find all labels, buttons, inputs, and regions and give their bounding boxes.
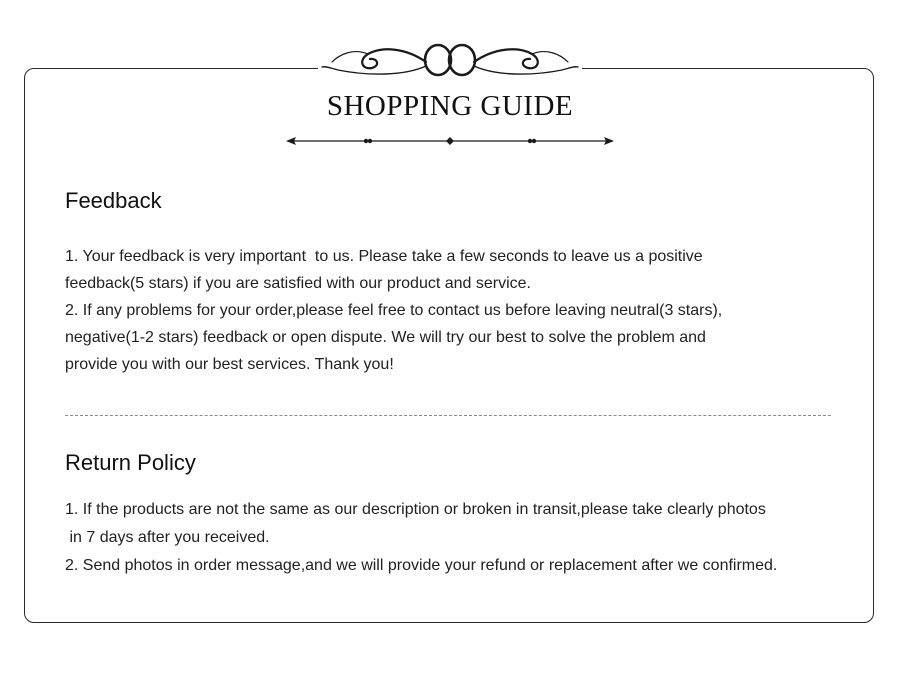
return-policy-line: 2. Send photos in order message,and we will provide your refund or replacement after we confirmed. <box>65 557 778 574</box>
scroll-knot-ornament-icon <box>318 40 582 84</box>
feedback-line: feedback(5 stars) if you are satisfied with our product and service. <box>65 275 531 292</box>
feedback-line: 2. If any problems for your order,please feel free to contact us before leaving neutral(3 stars), <box>65 302 723 319</box>
section-divider <box>65 415 831 416</box>
feedback-line: negative(1-2 stars) feedback or open dispute. We will try our best to solve the problem and <box>65 329 706 346</box>
feedback-line: 1. Your feedback is very important to us. Please take a few seconds to leave us a positive <box>65 248 703 265</box>
return-policy-line: in 7 days after you received. <box>65 529 270 546</box>
feedback-heading: Feedback <box>65 188 162 213</box>
feedback-line: provide you with our best services. Thank you! <box>65 356 394 373</box>
return-policy-line: 1. If the products are not the same as our description or broken in transit,please take clearly photos <box>65 501 766 518</box>
arrow-divider-ornament-icon <box>284 134 616 148</box>
page-title: SHOPPING GUIDE <box>326 90 574 122</box>
feedback-body <box>65 243 865 378</box>
return-policy-heading: Return Policy <box>65 450 196 475</box>
return-policy-body <box>65 496 865 580</box>
